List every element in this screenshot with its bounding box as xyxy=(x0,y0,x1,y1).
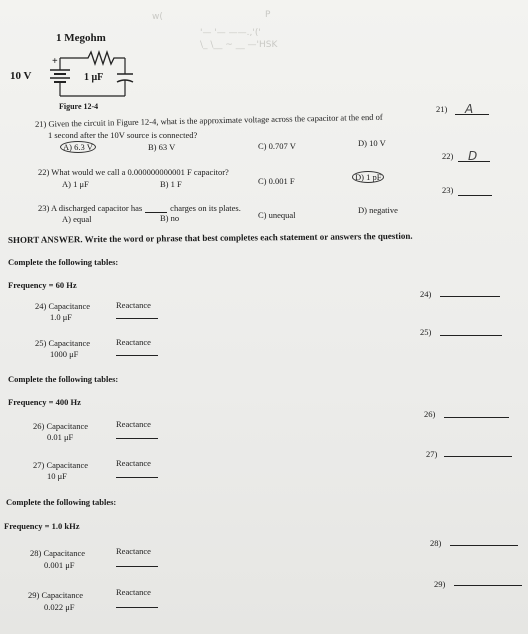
reactance-blank-28[interactable] xyxy=(116,566,158,567)
answer-blank-25[interactable] xyxy=(440,323,502,336)
reactance-blank-26[interactable] xyxy=(116,438,158,439)
capacitance-label-29: 29) Capacitance xyxy=(28,590,83,600)
reactance-blank-29[interactable] xyxy=(116,607,158,608)
table-3-complete-label: Complete the following tables: xyxy=(6,497,117,507)
reactance-label-26: Reactance xyxy=(116,419,151,429)
choice-23-c[interactable]: C) unequal xyxy=(258,210,296,220)
resistor-symbol xyxy=(60,52,125,64)
choice-23-b[interactable]: B) no xyxy=(160,213,180,223)
choice-22-a[interactable]: A) 1 μF xyxy=(62,179,89,189)
choice-21-a[interactable]: A) 6.3 V xyxy=(60,142,96,152)
answer-blank-29[interactable] xyxy=(454,573,522,586)
answer-blank-22[interactable]: D xyxy=(458,147,490,162)
table-1-frequency: Frequency = 60 Hz xyxy=(8,280,77,290)
answer-blank-27[interactable] xyxy=(444,444,512,457)
answer-number-21: 21) xyxy=(436,104,448,114)
resistor-label: 1 Megohm xyxy=(56,32,106,44)
choice-21-d[interactable]: D) 10 V xyxy=(358,138,386,148)
question-23-text: 23) A discharged capacitor has charges on its plates. xyxy=(38,203,241,213)
answer-number-28: 28) xyxy=(430,538,442,548)
choice-22-c[interactable]: C) 0.001 F xyxy=(258,176,295,186)
answer-blank-26[interactable] xyxy=(444,405,509,418)
reactance-label-24: Reactance xyxy=(116,300,151,310)
bleed-mark: P xyxy=(265,10,271,20)
reactance-label-29: Reactance xyxy=(116,587,151,597)
answer-blank-23[interactable] xyxy=(458,183,492,196)
bleed-mark: \_ \__ ~ __ —'HSK xyxy=(200,40,278,50)
answer-number-26: 26) xyxy=(424,409,436,419)
reactance-blank-25[interactable] xyxy=(116,355,158,356)
choice-21-b[interactable]: B) 63 V xyxy=(148,142,176,152)
figure-caption: Figure 12-4 xyxy=(59,102,99,111)
bleed-mark: w( xyxy=(152,12,163,22)
choice-22-b[interactable]: B) 1 F xyxy=(160,179,182,189)
answer-number-23: 23) xyxy=(442,185,454,195)
choice-23-a[interactable]: A) equal xyxy=(62,214,92,224)
reactance-label-27: Reactance xyxy=(116,458,151,468)
choice-21-c[interactable]: C) 0.707 V xyxy=(258,141,296,151)
capacitance-value-24: 1.0 μF xyxy=(50,312,73,322)
capacitance-label-28: 28) Capacitance xyxy=(30,548,85,558)
answer-number-25: 25) xyxy=(420,327,432,337)
capacitance-value-26: 0.01 μF xyxy=(47,432,74,442)
reactance-blank-24[interactable] xyxy=(116,318,158,319)
capacitance-value-25: 1000 μF xyxy=(50,349,79,359)
reactance-label-25: Reactance xyxy=(116,337,151,347)
bleed-mark: '— '— ——.,'(' xyxy=(200,28,261,38)
short-answer-heading: SHORT ANSWER. Write the word or phrase that best completes each statement or answers the question. xyxy=(7,230,413,245)
table-2-complete-label: Complete the following tables: xyxy=(8,374,119,384)
question-21-text-line2: 1 second after the 10V source is connected? xyxy=(48,130,198,140)
question-21-text: 21) Given the circuit in Figure 12-4, what is the approximate voltage across the capacitor at the end of xyxy=(34,111,383,129)
table-3-frequency: Frequency = 1.0 kHz xyxy=(4,521,80,531)
capacitance-label-24: 24) Capacitance xyxy=(35,301,90,311)
answer-number-22: 22) xyxy=(442,151,454,161)
capacitor-label: 1 μF xyxy=(84,72,104,83)
plus-sign: + xyxy=(52,56,58,67)
table-1-complete-label: Complete the following tables: xyxy=(8,257,119,267)
answer-blank-24[interactable] xyxy=(440,284,500,297)
answer-blank-28[interactable] xyxy=(450,533,518,546)
question-22-text: 22) What would we call a 0.000000000001 F capacitor? xyxy=(38,167,229,177)
answer-blank-21[interactable]: A xyxy=(455,100,489,115)
capacitance-label-27: 27) Capacitance xyxy=(33,460,88,470)
capacitance-label-25: 25) Capacitance xyxy=(35,338,90,348)
reactance-blank-27[interactable] xyxy=(116,477,158,478)
reactance-label-28: Reactance xyxy=(116,546,151,556)
table-2-frequency: Frequency = 400 Hz xyxy=(8,397,81,407)
inline-blank-23[interactable] xyxy=(145,204,167,213)
capacitance-label-26: 26) Capacitance xyxy=(33,421,88,431)
answer-number-27: 27) xyxy=(426,449,438,459)
capacitance-value-27: 10 μF xyxy=(47,471,67,481)
choice-23-d[interactable]: D) negative xyxy=(358,205,398,215)
capacitance-value-28: 0.001 μF xyxy=(44,560,75,570)
choice-22-d[interactable]: D) 1 pF xyxy=(352,172,384,182)
capacitance-value-29: 0.022 μF xyxy=(44,602,75,612)
source-label: 10 V xyxy=(10,70,32,82)
answer-number-24: 24) xyxy=(420,289,432,299)
answer-number-29: 29) xyxy=(434,579,446,589)
